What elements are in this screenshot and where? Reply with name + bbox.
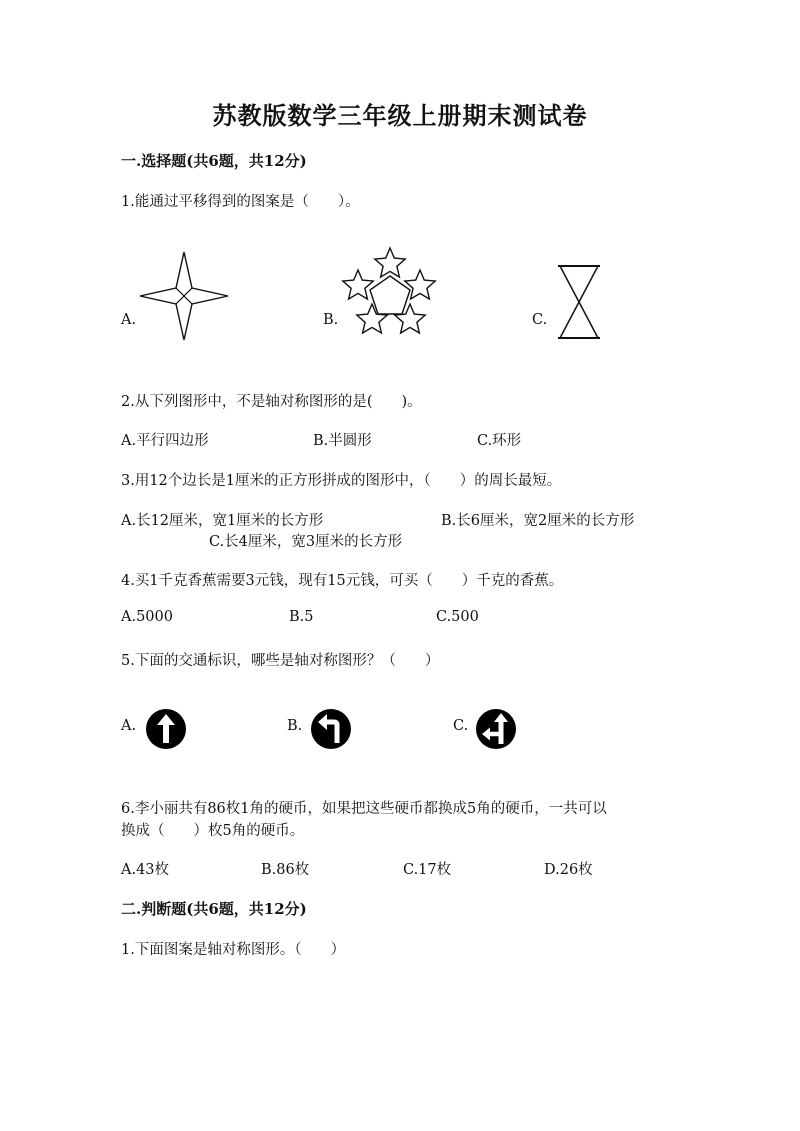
- question-2-text: 2.从下列图形中，不是轴对称图形的是( )。: [121, 394, 422, 410]
- page-title: 苏教版数学三年级上册期末测试卷: [212, 101, 588, 130]
- section-heading-choice: 一.选择题(共6题，共12分): [121, 152, 307, 170]
- straight-arrow-sign-icon: [145, 708, 187, 750]
- question-5-option-b[interactable]: B.: [287, 718, 303, 734]
- five-stars-around-pentagon-icon: [342, 246, 440, 338]
- question-5-option-c[interactable]: C.: [453, 718, 469, 734]
- question-6-text-line-2: 换成（ ）枚5角的硬币。: [121, 823, 305, 839]
- question-3-option-b[interactable]: B.长6厘米，宽2厘米的长方形: [441, 513, 635, 529]
- question-6-option-d[interactable]: D.26枚: [544, 862, 593, 878]
- question-1-option-c[interactable]: C.: [532, 312, 548, 328]
- question-4-option-a[interactable]: A.5000: [121, 609, 173, 625]
- question-4-text: 4.买1千克香蕉需要3元钱，现有15元钱，可买（ ）千克的香蕉。: [121, 573, 564, 589]
- question-2-option-a[interactable]: A.平行四边形: [121, 433, 209, 449]
- question-3-option-c[interactable]: C.长4厘米，宽3厘米的长方形: [209, 534, 403, 550]
- judgement-1-text: 1.下面图案是轴对称图形。（ ）: [121, 942, 346, 958]
- question-1-text: 1.能通过平移得到的图案是（ ）。: [121, 194, 360, 210]
- question-6-option-a[interactable]: A.43枚: [121, 862, 170, 878]
- section-heading-judgement: 二.判断题(共6题，共12分): [121, 900, 307, 918]
- question-1-option-a[interactable]: A.: [121, 312, 137, 328]
- question-5-text: 5.下面的交通标识，哪些是轴对称图形？（ ）: [121, 653, 440, 669]
- question-5-option-a[interactable]: A.: [121, 718, 137, 734]
- left-or-straight-sign-icon: [475, 708, 517, 750]
- question-2-option-c[interactable]: C.环形: [477, 433, 522, 449]
- four-point-star-icon: [138, 250, 230, 342]
- question-2-option-b[interactable]: B.半圆形: [313, 433, 372, 449]
- hourglass-icon: [556, 264, 602, 340]
- question-4-option-c[interactable]: C.500: [436, 609, 479, 625]
- question-3-option-a[interactable]: A.长12厘米，宽1厘米的长方形: [121, 513, 324, 529]
- question-6-option-c[interactable]: C.17枚: [403, 862, 452, 878]
- question-3-text: 3.用12个边长是1厘米的正方形拼成的图形中，（ ）的周长最短。: [121, 473, 562, 489]
- question-6-text-line-1: 6.李小丽共有86枚1角的硬币，如果把这些硬币都换成5角的硬币，一共可以: [121, 801, 607, 817]
- question-6-option-b[interactable]: B.86枚: [261, 862, 310, 878]
- turn-left-sign-icon: [310, 708, 352, 750]
- question-1-option-b[interactable]: B.: [323, 312, 339, 328]
- question-4-option-b[interactable]: B.5: [289, 609, 314, 625]
